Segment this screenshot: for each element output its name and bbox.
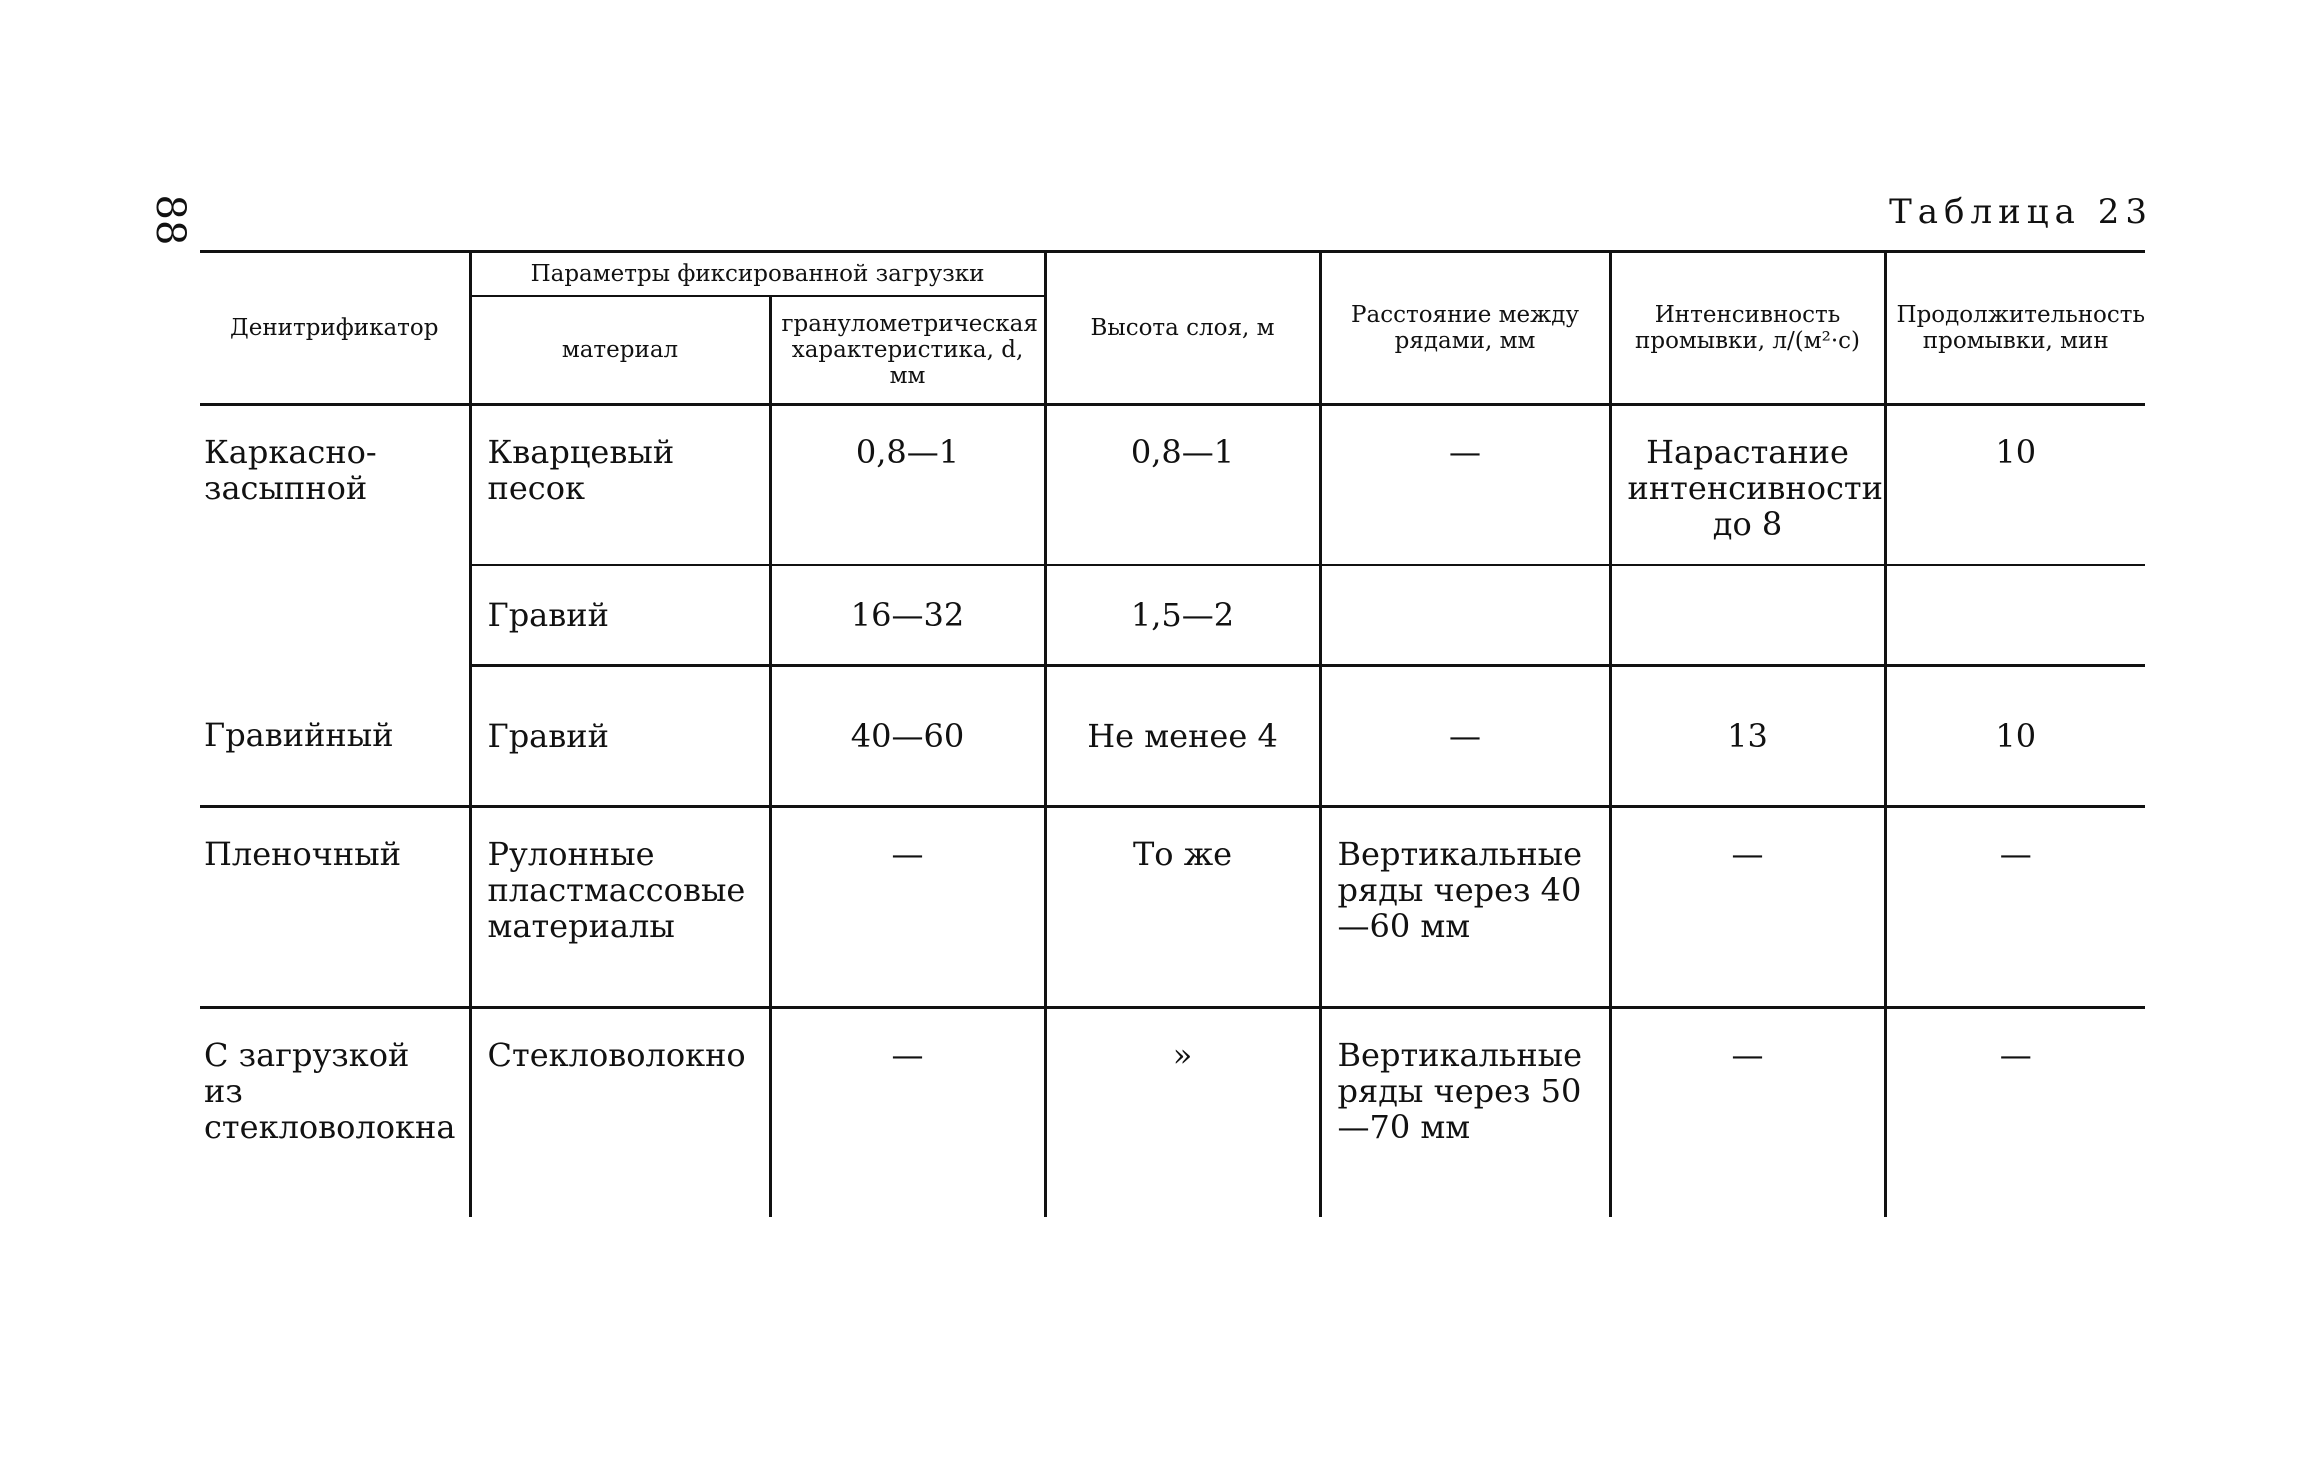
- cell-duration: —: [1885, 807, 2145, 1008]
- cell-material: Гравий: [470, 565, 770, 666]
- data-table-wrapper: [200, 250, 2145, 1217]
- cell-denitrifier: С загрузкой из стекловолокна: [200, 1008, 470, 1218]
- cell-height: Не менее 4: [1045, 666, 1320, 807]
- cell-duration-empty: [1885, 565, 2145, 666]
- header-denitrifier: Денитрификатор: [200, 252, 470, 405]
- table-row: [200, 666, 2145, 807]
- header-duration: Продолжительность промывки, мин: [1885, 252, 2145, 405]
- cell-granulometric: —: [770, 807, 1045, 1008]
- cell-distance: Вертикальные ряды через 40—60 мм: [1320, 807, 1610, 1008]
- cell-duration: —: [1885, 1008, 2145, 1218]
- table-row: [200, 807, 2145, 1008]
- table-row: [200, 405, 2145, 566]
- cell-height: 1,5—2: [1045, 565, 1320, 666]
- cell-material: Рулонные пластмассовые материалы: [470, 807, 770, 1008]
- header-material: материал: [470, 296, 770, 405]
- table-row: [200, 565, 2145, 666]
- cell-denitrifier: Пленочный: [200, 807, 470, 1008]
- cell-granulometric: 0,8—1: [770, 405, 1045, 566]
- cell-intensity: —: [1610, 1008, 1885, 1218]
- cell-material: Гравий: [470, 666, 770, 807]
- table-caption: Таблица 23: [1889, 192, 2153, 232]
- header-granulometric: гранулометрическая характеристика, d, мм: [770, 296, 1045, 405]
- cell-denitrifier: Гравийный: [200, 666, 470, 807]
- header-intensity: Интенсивность промывки, л/(м²·с): [1610, 252, 1885, 405]
- cell-granulometric: —: [770, 1008, 1045, 1218]
- cell-distance: Вертикальные ряды через 50—70 мм: [1320, 1008, 1610, 1218]
- cell-intensity: —: [1610, 807, 1885, 1008]
- cell-height: То же: [1045, 807, 1320, 1008]
- header-row-top: [200, 252, 2145, 297]
- cell-intensity: 13: [1610, 666, 1885, 807]
- page-number: 88: [147, 194, 193, 246]
- cell-height: »: [1045, 1008, 1320, 1218]
- cell-intensity: Нарастание интенсивности до 8: [1610, 405, 1885, 566]
- cell-duration: 10: [1885, 405, 2145, 566]
- cell-material: Кварцевый песок: [470, 405, 770, 566]
- cell-denitrifier: Каркасно-засыпной: [200, 405, 470, 666]
- cell-granulometric: 16—32: [770, 565, 1045, 666]
- header-group-params: Параметры фиксированной загрузки: [470, 252, 1045, 297]
- data-table: [200, 250, 2145, 1217]
- cell-distance: —: [1320, 405, 1610, 566]
- cell-distance: —: [1320, 666, 1610, 807]
- cell-height: 0,8—1: [1045, 405, 1320, 566]
- cell-distance-empty: [1320, 565, 1610, 666]
- header-distance: Расстояние между рядами, мм: [1320, 252, 1610, 405]
- table-row: [200, 1008, 2145, 1218]
- cell-granulometric: 40—60: [770, 666, 1045, 807]
- header-height: Высота слоя, м: [1045, 252, 1320, 405]
- cell-duration: 10: [1885, 666, 2145, 807]
- cell-material: Стекловолокно: [470, 1008, 770, 1218]
- cell-intensity-empty: [1610, 565, 1885, 666]
